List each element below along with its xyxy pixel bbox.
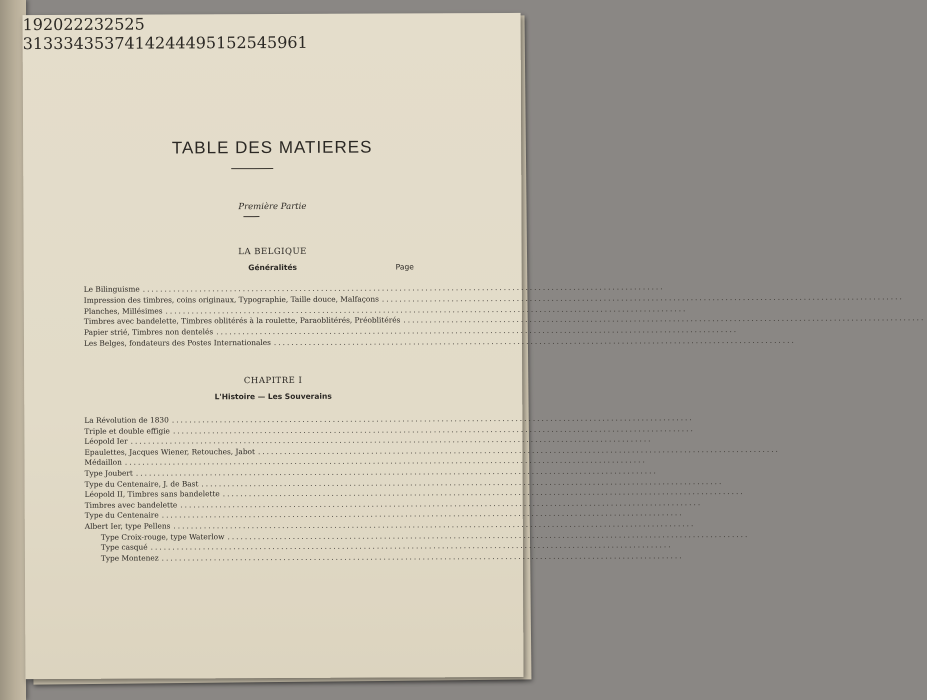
toc-entry-page: 23 [83,14,105,34]
toc-entry [84,508,684,521]
toc-entry-page: 25 [103,14,125,34]
toc-entry-page: 35 [83,33,105,53]
toc-entry-label: Type Montenez [100,553,159,563]
page-title: TABLE DES MATIERES [171,137,373,158]
toc-entry-label: Type Joubert [84,468,133,478]
toc-entry-page: 25 [124,14,145,34]
toc-entry-label: Papier strié, Timbres non dentelés [83,327,214,338]
document-page [22,13,926,679]
toc-entry-page: 51 [205,33,227,53]
leader-dots: ........................................................................................................................ [161,551,684,563]
leader-dots: ........................................................................................................................ [130,434,653,446]
toc-entry [100,551,684,563]
leader-dots: ........................................................................................................................ [165,303,688,316]
toc-entry [84,476,724,489]
toc-entry-label: Timbres avec bandelette, Timbres oblitérés à la roulette, Paraoblitérés, Préoblitérés [83,315,401,327]
toc-entry-label: Planches, Millésimes [83,306,163,316]
leader-dots: ........................................................................................................................ [381,292,904,304]
toc-entry [84,444,780,457]
toc-entry-label: Impression des timbres, coins originaux, Typographie, Taille douce, Malfaçons [83,294,379,305]
leader-dots: ........................................................................................................................ [227,529,750,541]
toc-entry-label: Médaillon [84,458,122,468]
toc-entry-label: Albert Ier, type Pellens [84,521,171,531]
toc-entry [84,455,647,468]
leader-dots: ........................................................................................................................ [171,413,694,425]
toc-entry [84,497,703,510]
toc-entry-page: 42 [144,33,166,53]
leader-dots: ........................................................................................................................ [273,335,796,347]
toc-entry [83,335,796,348]
leader-dots: ........................................................................................................................ [216,325,739,337]
leader-dots: ........................................................................................................................ [150,540,673,552]
subsection-histoire: L'Histoire — Les Souverains [214,391,332,402]
toc-entry-page: 52 [226,33,247,53]
toc-entry-label: Type du Centenaire, J. de Bast [84,478,199,489]
toc-entry [83,282,665,294]
leader-dots: ........................................................................................................................ [403,313,926,325]
part-divider [243,216,259,217]
toc-entry-label: Léopold II, Timbres sans bandelette [84,489,220,500]
toc-entry [84,423,695,436]
section-heading-chapitre: CHAPITRE I [243,375,303,387]
toc-entry-label: Type casqué [100,542,148,552]
toc-entry-label: Triple et double effigie [84,426,170,436]
toc-entry [84,466,658,478]
toc-entry [84,413,694,425]
toc-entry-label: La Révolution de 1830 [84,415,169,425]
toc-entry-label: Les Belges, fondateurs des Postes Internationales [83,338,271,348]
leader-dots: ........................................................................................................................ [222,487,745,499]
toc-entry-page: 20 [42,14,64,35]
page-column-label: Page [395,262,414,272]
leader-dots: ........................................................................................................................ [161,508,684,520]
leader-dots: ........................................................................................................................ [135,466,658,478]
leader-dots: ........................................................................................................................ [172,423,695,436]
toc-entry [84,487,745,500]
toc-entry-label: Le Bilinguisme [83,284,140,294]
toc-entry-page: 19 [22,15,43,35]
toc-entry-page: 61 [287,32,308,52]
toc-entry-page: 37 [104,33,125,53]
toc-entry [84,434,653,447]
subsection-generalites: Généralités [248,262,298,273]
toc-entry [84,519,696,531]
toc-entry [83,303,688,316]
toc-entry-page: 22 [63,14,84,34]
toc-entry-page: 54 [246,33,268,53]
leader-dots: ........................................................................................................................ [142,282,665,294]
toc-entry-label: Type Croix-rouge, type Waterlow [100,531,225,542]
toc-entry-label: Léopold Ier [84,436,128,447]
toc-entry-label: Type du Centenaire [84,510,159,521]
part-heading: Première Partie [238,201,307,213]
toc-entry-label: Epaulettes, Jacques Wiener, Retouches, Jabot [84,446,255,457]
section-heading-belgique: LA BELGIQUE [238,246,307,258]
title-divider [231,168,273,169]
toc-entry-page: 41 [124,33,145,53]
toc-entry-label: Timbres avec bandelette [84,500,178,510]
toc-entry [83,313,926,327]
toc-entry-page: 59 [266,32,288,53]
toc-entry-page: 31 [22,34,44,54]
toc-entry [83,325,739,338]
toc-entry [83,292,904,305]
toc-entry-page: 49 [185,33,206,53]
leader-dots: ........................................................................................................................ [180,497,703,510]
leader-dots: ........................................................................................................................ [173,519,696,531]
leader-dots: ........................................................................................................................ [201,476,724,488]
leader-dots: ........................................................................................................................ [257,444,780,456]
toc-entry-page: 44 [165,33,186,53]
toc-entry [100,540,673,552]
toc-entry [100,529,750,542]
leader-dots: ........................................................................................................................ [124,455,647,468]
toc-entry-page: 34 [63,33,84,53]
toc-entry-page: 33 [42,33,64,54]
